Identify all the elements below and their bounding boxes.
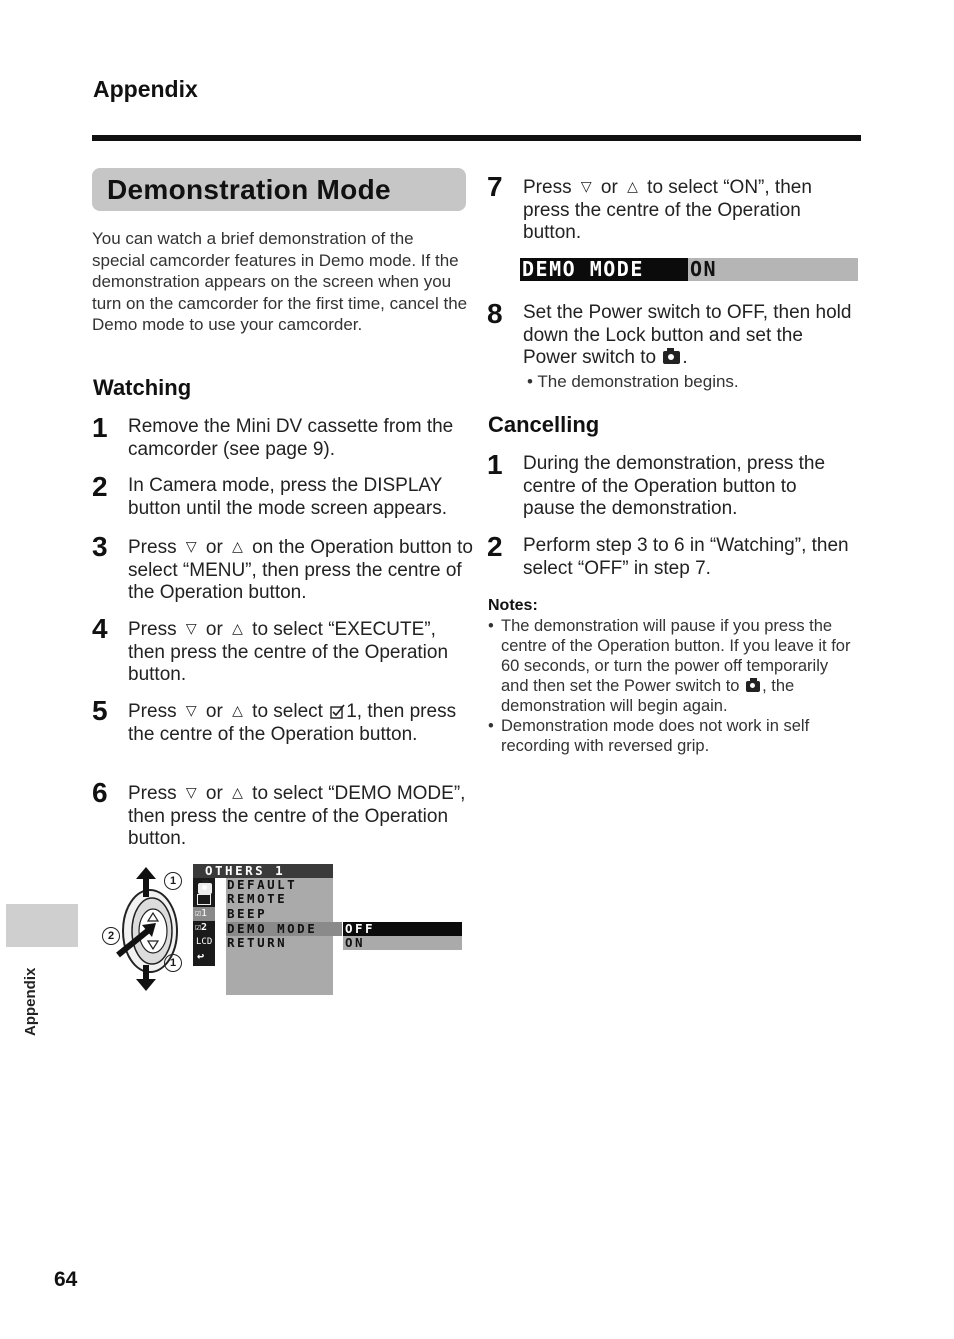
step-bullet: • The demonstration begins. [527,372,739,392]
callout-1-bottom: 1 [164,954,182,972]
notes-heading: Notes: [488,597,538,614]
callout-2: 2 [102,927,120,945]
up-arrow-icon: △ [627,178,638,194]
page-number: 64 [54,1268,78,1291]
menu-check-2-icon: ☑2 [195,922,208,933]
playback-icon [197,894,211,905]
menu-item-demo-mode: DEMO MODE [227,921,318,936]
menu-item-remote: REMOTE [227,891,288,906]
up-arrow-icon: △ [232,784,243,800]
demo-mode-value: ON [690,257,718,281]
down-arrow-icon: ▽ [185,784,197,800]
step-number: 6 [92,777,108,808]
step-number: 2 [92,471,108,502]
down-arrow-icon: ▽ [580,178,592,194]
down-arrow-icon: ▽ [185,620,197,636]
step-number: 1 [487,449,503,480]
step-text: Set the Power switch to OFF, then hold down the Lock button and set the Power switch to . • The demonstration begins. [523,302,852,392]
step-text: Press ▽ or △ to select “DEMO MODE”, then press the centre of the Operation button. [128,783,466,850]
cancelling-heading: Cancelling [488,412,600,437]
step-number: 5 [92,695,108,726]
return-icon: ↩ [197,949,205,963]
option-on: ON [345,935,366,950]
title-box [92,168,466,211]
step-text: Press ▽ or △ to select “ON”, then press the centre of the Operation button. [523,177,812,244]
step-number: 7 [487,171,503,202]
lcd-icon: LCD [196,937,213,947]
step-number: 3 [92,531,108,562]
section-title: Appendix [93,76,198,102]
menu-header: OTHERS 1 [205,863,286,878]
step-text: During the demonstration, press the centre of the Operation button to pause the demonstration. [523,453,826,520]
menu-item-beep: BEEP [227,906,268,921]
down-arrow-icon: ▽ [185,702,197,718]
step-text: Remove the Mini DV cassette from the camcorder (see page 9). [128,416,454,460]
step-text: In Camera mode, press the DISPLAY button until the mode screen appears. [128,475,447,519]
notes-list [488,616,860,756]
side-tab-label: Appendix [22,967,39,1036]
demo-mode-label: DEMO MODE [522,257,644,281]
menu-check-1-icon: ☑1 [195,908,208,919]
demo-mode-display [520,258,858,281]
camera-icon [746,681,760,692]
step-number: 2 [487,531,503,562]
note-item: • The demonstration will pause if you press the centre of the Operation button. If you leave it for 60 seconds, or turn the power off temporarily and then set the Power switch to , the demonstration will begin again. [488,616,860,716]
note-item: • Demonstration mode does not work in self recording with reversed grip. [488,716,860,756]
step-text: Press ▽ or △ to select 1, then press the centre of the Operation button. [128,701,457,745]
option-off: OFF [345,921,376,936]
menu-item-return: RETURN [227,935,288,950]
step-number: 1 [92,412,108,443]
watching-heading: Watching [93,375,192,400]
header-rule [92,135,861,141]
down-arrow-icon: ▽ [185,538,197,554]
up-arrow-icon: △ [232,702,243,718]
step-number: 8 [487,298,503,329]
camera-icon [663,351,680,364]
page-title: Demonstration Mode [107,174,391,205]
side-tab [6,904,78,947]
callout-1-top: 1 [164,872,182,890]
menu-figure [98,860,464,1000]
up-arrow-icon: △ [232,538,243,554]
up-arrow-icon: △ [232,620,243,636]
step-text: Press ▽ or △ on the Operation button to select “MENU”, then press the centre of the Operation button. [128,537,473,604]
step-number: 4 [92,613,108,644]
intro-text: You can watch a brief demonstration of the special camcorder features in Demo mode. If the demonstration appears on the screen when you turn on the camcorder for the first time, cancel the Demo mode to use your camcorder. [92,229,468,334]
menu-check-icon [330,704,346,719]
menu-item-default: DEFAULT [227,877,298,892]
step-text: Perform step 3 to 6 in “Watching”, then select “OFF” in step 7. [523,535,849,579]
step-text: Press ▽ or △ to select “EXECUTE”, then press the centre of the Operation button. [128,619,449,686]
